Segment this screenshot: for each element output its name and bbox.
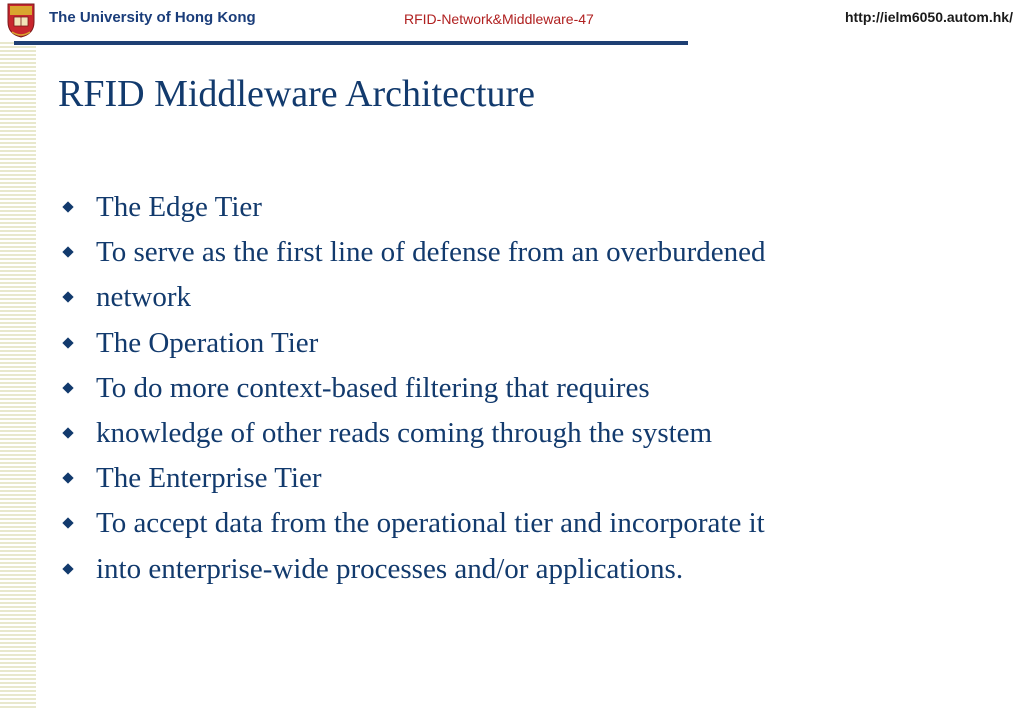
diamond-bullet-icon [62,427,73,438]
slide-header [0,0,1023,48]
hku-crest-icon [6,2,36,38]
slide-reference: RFID-Network&Middleware-47 [404,11,594,27]
university-name: The University of Hong Kong [49,9,256,26]
bullet-text: To accept data from the operational tier and incorporate it [96,507,765,540]
bullet-text: The Operation Tier [96,326,319,359]
left-decorative-band [0,42,36,708]
diamond-bullet-icon [62,472,73,483]
bullet-text: The Enterprise Tier [96,462,322,495]
bullet-text: The Edge Tier [96,191,262,223]
diamond-bullet-icon [62,382,73,393]
slide-title: RFID Middleware Architecture [58,73,535,115]
diamond-bullet-icon [62,201,73,212]
header-divider [14,41,688,45]
bullet-text: into enterprise-wide processes and/or applications. [96,552,684,585]
diamond-bullet-icon [62,247,73,258]
diamond-bullet-icon [62,292,73,303]
diamond-bullet-icon [62,518,73,529]
bullet-text: knowledge of other reads coming through the system [96,416,713,449]
diamond-bullet-icon [62,337,73,348]
course-url: http://ielm6050.autom.hk/ [844,9,1013,25]
diamond-bullet-icon [62,563,73,574]
bullet-text: To do more context-based filtering that requires [96,371,650,404]
bullet-text: To serve as the first line of defense from an overburdened [96,236,766,269]
bullet-text: network [96,281,192,314]
